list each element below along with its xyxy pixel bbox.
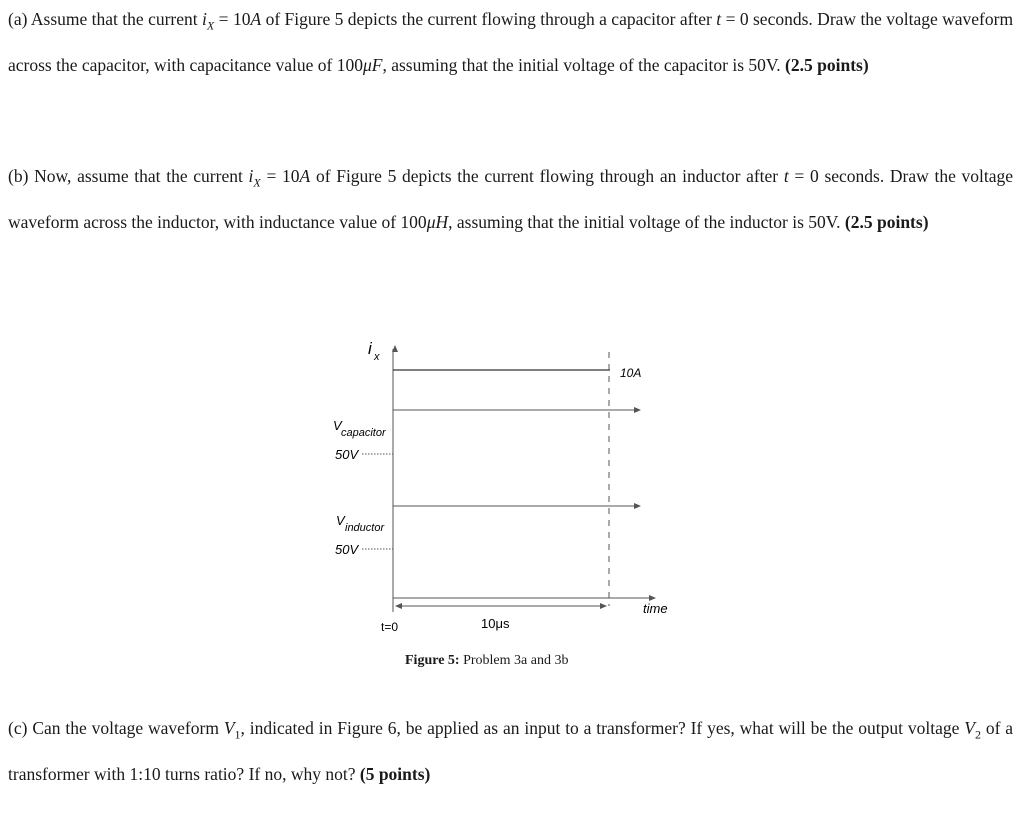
problem-a-text-1: Assume that the current	[30, 9, 198, 29]
unit-h: H	[435, 212, 449, 232]
vind-sub: inductor	[345, 522, 385, 534]
problem-b-text-3: seconds. Draw the voltage waveform across the inductor, with inductance value of 100	[8, 166, 1014, 232]
problem-c-text-3: of a transformer with 1:10 turns ratio? If no, why not?	[8, 718, 1014, 784]
eq-10: = 10	[218, 9, 251, 29]
var-v1: V	[223, 718, 235, 738]
vcap-label: V	[333, 418, 342, 433]
var-v2: V	[964, 718, 975, 738]
vcap-level: 50V	[335, 447, 359, 462]
time-label: time	[643, 601, 668, 616]
problem-c-label: (c)	[8, 718, 28, 738]
caption-text: Problem 3a and 3b	[463, 653, 569, 668]
problem-b-text-1: Now, assume that the current	[34, 166, 243, 186]
unit-a: A	[250, 9, 262, 29]
vind-label: V	[336, 513, 345, 528]
var-t: t	[783, 166, 789, 186]
problem-b	[8, 157, 1013, 243]
t0-label: t=0	[381, 620, 399, 634]
problem-a-label: (a)	[8, 9, 28, 29]
current-value-label: 10A	[620, 366, 642, 380]
problem-a-text-3: seconds. Draw the voltage waveform across the capacitor, with capacitance value of 100	[8, 9, 1014, 75]
eq-0: = 0	[725, 9, 749, 29]
mu: μ	[362, 55, 372, 75]
eq-0: = 0	[794, 166, 819, 186]
figure-caption	[405, 653, 568, 669]
duration-label: 10μs	[481, 616, 510, 631]
vind-level: 50V	[335, 542, 359, 557]
problem-c-text-1: Can the voltage waveform	[32, 718, 219, 738]
var-i: i	[248, 166, 254, 186]
problem-c	[8, 709, 1013, 795]
sub-x: X	[206, 18, 215, 33]
sub-x: X	[253, 175, 261, 190]
problem-b-text-2: of Figure 5 depicts the current flowing through an inductor after	[315, 166, 779, 186]
unit-a: A	[299, 166, 311, 186]
unit-f: F	[371, 55, 383, 75]
problem-a-text-4: , assuming that the initial voltage of the capacitor is 50V.	[382, 55, 781, 75]
problem-a	[8, 0, 1013, 86]
problem-c-points: (5 points)	[359, 764, 431, 784]
problem-c-text-2: , indicated in Figure 6, be applied as an input to a transformer? If yes, what will be the output voltage	[240, 718, 960, 738]
var-i: i	[202, 9, 207, 29]
problem-b-text-4: , assuming that the initial voltage of the inductor is 50V.	[448, 212, 841, 232]
ix-sub: x	[374, 351, 380, 363]
sub-2: 2	[974, 727, 981, 742]
mu: μ	[426, 212, 436, 232]
eq-10: = 10	[266, 166, 300, 186]
var-t: t	[716, 9, 722, 29]
ix-label: i	[368, 339, 372, 358]
caption-label: Figure 5:	[405, 653, 460, 668]
vcap-sub: capacitor	[341, 427, 386, 439]
sub-1: 1	[234, 727, 241, 742]
problem-b-label: (b)	[8, 166, 29, 186]
problem-b-points: (2.5 points)	[844, 212, 929, 232]
problem-a-points: (2.5 points)	[785, 55, 869, 75]
problem-a-text-2: of Figure 5 depicts the current flowing through a capacitor after	[265, 9, 712, 29]
